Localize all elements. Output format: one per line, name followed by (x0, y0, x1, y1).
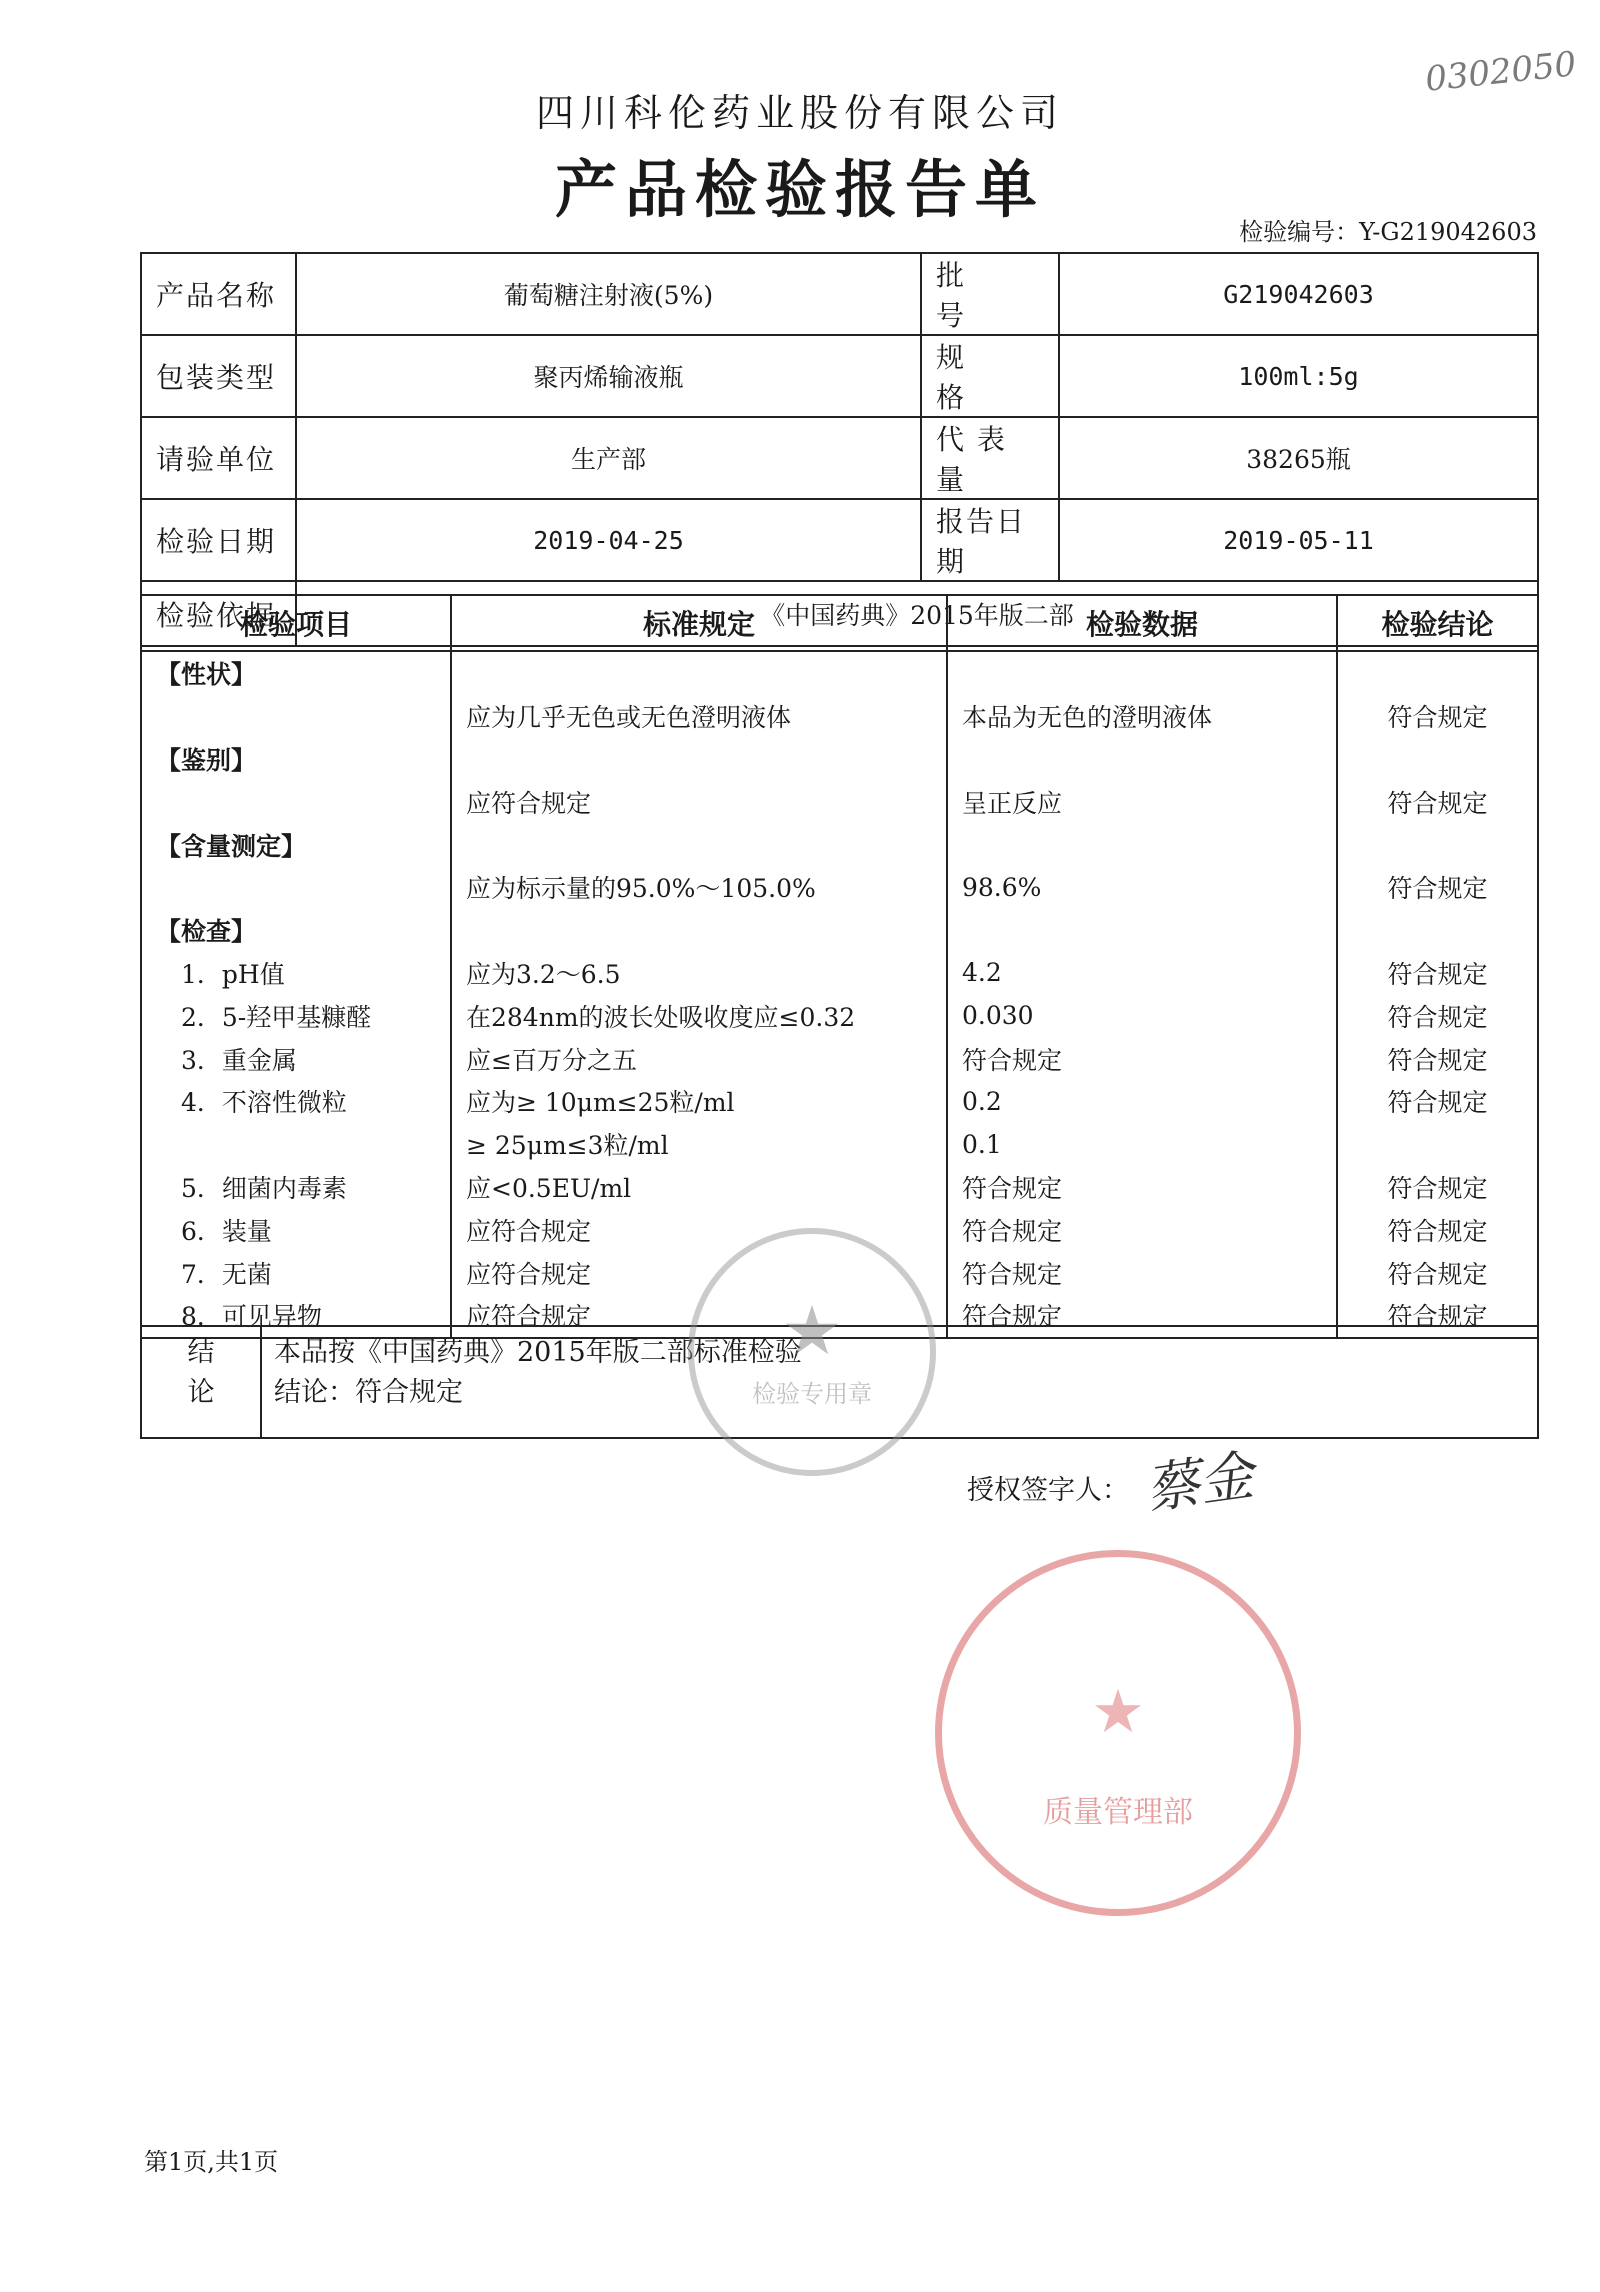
row-data: 符合规定 (947, 1251, 1337, 1294)
table-row (141, 695, 1538, 738)
table-row (141, 1080, 1538, 1123)
table-row (141, 738, 1538, 781)
spec-value: 100ml:5g (1059, 335, 1538, 417)
row-conclusion (1337, 823, 1538, 866)
row-data: 0.030 (947, 994, 1337, 1037)
row-conclusion: 符合规定 (1337, 695, 1538, 738)
row-conclusion (1337, 1123, 1538, 1166)
row-data: 符合规定 (947, 1166, 1337, 1209)
row-item: 6．装量 (141, 1208, 451, 1251)
row-standard: 在284nm的波长处吸收度应≤0.32 (451, 994, 947, 1037)
row-standard (451, 909, 947, 952)
product-info-table (140, 252, 1539, 647)
info-row (141, 417, 1538, 499)
table-row (141, 994, 1538, 1037)
row-data (947, 651, 1337, 695)
conclusion-text-line1: 本品按《中国药典》2015年版二部标准检验 (274, 1337, 802, 1368)
row-item (141, 1123, 451, 1166)
row-data (947, 909, 1337, 952)
signatory-label: 授权签字人： (967, 1475, 1129, 1506)
row-standard (451, 651, 947, 695)
row-standard (451, 823, 947, 866)
row-data: 4.2 (947, 952, 1337, 995)
row-item: 4．不溶性微粒 (141, 1080, 451, 1123)
row-conclusion: 符合规定 (1337, 780, 1538, 823)
gray-seal-text: 检验专用章 (752, 1380, 872, 1408)
row-standard: 应为标示量的95.0%～105.0% (451, 866, 947, 909)
red-seal-stamp (935, 1550, 1301, 1916)
row-data: 符合规定 (947, 1294, 1337, 1338)
row-standard: 应<0.5EU/ml (451, 1166, 947, 1209)
batch-label: 批 号 (921, 253, 1059, 335)
row-item: 1．pH值 (141, 952, 451, 995)
signature: 蔡金 (1141, 1443, 1258, 1522)
row-conclusion (1337, 909, 1538, 952)
table-row (141, 866, 1538, 909)
company-name: 四川科伦药业股份有限公司 (535, 91, 1064, 135)
quantity-label: 代 表 量 (921, 417, 1059, 499)
batch-value: G219042603 (1059, 253, 1538, 335)
row-item: 【含量测定】 (141, 823, 451, 866)
row-standard: 应符合规定 (451, 1251, 947, 1294)
row-item (141, 780, 451, 823)
table-row (141, 1037, 1538, 1080)
row-item: 8．可见异物 (141, 1294, 451, 1338)
row-data: 本品为无色的澄明液体 (947, 695, 1337, 738)
row-item: 5．细菌内毒素 (141, 1166, 451, 1209)
report-title: 产品检验报告单 (554, 153, 1045, 226)
row-data: 符合规定 (947, 1037, 1337, 1080)
spec-label: 规 格 (921, 335, 1059, 417)
column-header-data: 检验数据 (947, 595, 1337, 651)
package-label: 包装类型 (141, 335, 296, 417)
row-item: 7．无菌 (141, 1251, 451, 1294)
quantity-value: 38265瓶 (1059, 417, 1538, 499)
star-icon: ★ (781, 1292, 843, 1371)
test-date-label: 检验日期 (141, 499, 296, 581)
table-row (141, 909, 1538, 952)
row-conclusion: 符合规定 (1337, 952, 1538, 995)
row-standard: ≥ 25μm≤3粒/ml (451, 1123, 947, 1166)
row-standard: 应符合规定 (451, 1208, 947, 1251)
row-conclusion: 符合规定 (1337, 1166, 1538, 1209)
row-item: 2．5-羟甲基糠醛 (141, 994, 451, 1037)
row-conclusion: 符合规定 (1337, 1251, 1538, 1294)
row-item: 【鉴别】 (141, 738, 451, 781)
row-conclusion: 符合规定 (1337, 866, 1538, 909)
row-item (141, 695, 451, 738)
conclusion-label-line1: 结 (187, 1337, 215, 1368)
report-number: 检验编号：Y-G219042603 (1239, 218, 1537, 246)
row-item (141, 866, 451, 909)
package-value: 聚丙烯输液瓶 (296, 335, 921, 417)
row-conclusion: 符合规定 (1337, 1208, 1538, 1251)
row-item: 3．重金属 (141, 1037, 451, 1080)
row-conclusion (1337, 651, 1538, 695)
row-conclusion: 符合规定 (1337, 1294, 1538, 1338)
basis-label: 检验依据 (141, 581, 296, 646)
row-standard: 应为≥ 10μm≤25粒/ml (451, 1080, 947, 1123)
table-row (141, 1166, 1538, 1209)
test-items-table (140, 594, 1539, 1339)
requester-value: 生产部 (296, 417, 921, 499)
red-seal-text: 质量管理部 (1043, 1795, 1193, 1830)
conclusion-label-line2: 论 (187, 1377, 215, 1408)
product-name-label: 产品名称 (141, 253, 296, 335)
table-row (141, 651, 1538, 695)
row-item: 【性状】 (141, 651, 451, 695)
basis-value: 《中国药典》2015年版二部 (296, 581, 1538, 646)
row-data: 0.2 (947, 1080, 1337, 1123)
table-header-row (141, 595, 1538, 651)
row-conclusion: 符合规定 (1337, 1080, 1538, 1123)
row-standard (451, 738, 947, 781)
gray-seal-stamp (688, 1228, 936, 1476)
conclusion-text-line2: 结论：符合规定 (274, 1377, 463, 1408)
row-conclusion: 符合规定 (1337, 994, 1538, 1037)
row-data: 0.1 (947, 1123, 1337, 1166)
info-row (141, 253, 1538, 335)
row-standard: 应为几乎无色或无色澄明液体 (451, 695, 947, 738)
conclusion-label (141, 1326, 261, 1438)
table-row (141, 952, 1538, 995)
column-header-standard: 标准规定 (451, 595, 947, 651)
report-date-value: 2019-05-11 (1059, 499, 1538, 581)
test-date-value: 2019-04-25 (296, 499, 921, 581)
row-data (947, 738, 1337, 781)
info-row (141, 335, 1538, 417)
row-standard: 应≤百万分之五 (451, 1037, 947, 1080)
requester-label: 请验单位 (141, 417, 296, 499)
row-conclusion (1337, 738, 1538, 781)
row-data (947, 823, 1337, 866)
page-number: 第1页,共1页 (144, 2148, 279, 2176)
row-standard: 应为3.2～6.5 (451, 952, 947, 995)
row-standard: 应符合规定 (451, 1294, 947, 1338)
row-item: 【检查】 (141, 909, 451, 952)
row-data: 符合规定 (947, 1208, 1337, 1251)
report-date-label: 报告日期 (921, 499, 1059, 581)
table-row (141, 1123, 1538, 1166)
row-standard: 应符合规定 (451, 780, 947, 823)
handwritten-note: 0302050 (1423, 44, 1579, 100)
column-header-item: 检验项目 (141, 595, 451, 651)
column-header-conclusion: 检验结论 (1337, 595, 1538, 651)
row-data: 98.6% (947, 866, 1337, 909)
star-icon: ★ (1091, 1677, 1145, 1747)
table-row (141, 823, 1538, 866)
product-name-value: 葡萄糖注射液(5%) (296, 253, 921, 335)
row-data: 呈正反应 (947, 780, 1337, 823)
row-conclusion: 符合规定 (1337, 1037, 1538, 1080)
info-row (141, 499, 1538, 581)
table-row (141, 780, 1538, 823)
